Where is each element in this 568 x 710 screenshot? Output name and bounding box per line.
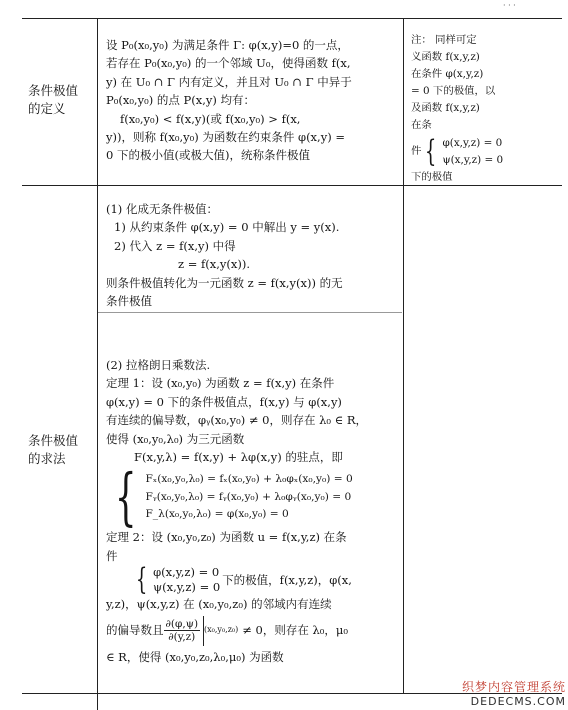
note-line: = 0 下的极值，以 [411, 85, 496, 98]
theorem2-equations [153, 565, 220, 595]
stationary-eq: Fᵧ(x₀,y₀,λ₀) = fᵧ(x₀,y₀) + λ₀φᵧ(x₀,y₀) = 0 [145, 490, 352, 503]
method1-line: 则条件极值转化为一元函数 z = f(x,y(x)) 的无 [106, 275, 343, 290]
theorem1-line: 使得 (x₀,y₀,λ₀) 为三元函数 [106, 431, 245, 446]
note-system-prefix: 件 [411, 145, 422, 158]
stationary-eq: Fₓ(x₀,y₀,λ₀) = fₓ(x₀,y₀) + λ₀φₓ(x₀,y₀) = 0 [145, 473, 353, 486]
method1-line: 条件极值 [106, 294, 152, 309]
column-divider-right [403, 18, 404, 693]
definition-line: y) 在 U₀ ∩ Γ 内有定义，并且对 U₀ ∩ Γ 中异于 [106, 74, 352, 89]
theorem2-line: y,z)，ψ(x,y,z) 在 (x₀,y₀,z₀) 的邻域内有连续 [106, 597, 332, 612]
theorem1-line: 有连续的偏导数，φᵧ(x₀,y₀) ≠ 0，则存在 λ₀ ∈ R， [106, 413, 368, 428]
note-line: 在条 [411, 119, 432, 132]
jacobian-denominator: ∂(y,z) [168, 631, 196, 644]
method1-formula: z = f(x,y(x)). [178, 257, 250, 272]
note-line: 在条件 φ(x,y,z) [411, 68, 484, 81]
row-label-method [28, 432, 90, 468]
stationary-eq: F_λ(x₀,y₀,λ₀) = φ(x₀,y₀) = 0 [145, 508, 289, 521]
note-system-eq: φ(x,y,z) = 0 [442, 136, 503, 149]
note-tail: 下的极值 [411, 170, 453, 183]
left-brace-icon: { [135, 562, 148, 598]
column-divider-left [97, 18, 98, 710]
method1-step: 2) 代入 z = f(x,y) 中得 [114, 238, 236, 253]
note-line: 及函数 f(x,y,z) [411, 102, 480, 115]
method1-heading: (1) 化成无条件极值： [106, 202, 218, 216]
row-label-definition [28, 82, 90, 118]
watermark [462, 678, 566, 708]
theorem2-eq: ψ(x,y,z) = 0 [153, 580, 221, 595]
theorem2-line: 件 [106, 548, 118, 563]
definition-line: 若存在 P₀(x₀,y₀) 的一个邻域 U₀，使得函数 f(x, [106, 56, 351, 71]
note-system-equations [442, 135, 503, 169]
jacobian-numerator: ∂(φ,ψ) [165, 618, 199, 631]
row-label-method-text: 条件极值的求法 [28, 433, 79, 466]
stationary-equations [145, 471, 352, 524]
left-brace-icon: { [425, 133, 437, 169]
left-brace-icon: { [114, 460, 137, 534]
lagrange-function: F(x,y,λ) = f(x,y) + λφ(x,y) 的驻点，即 [134, 450, 343, 465]
note-system [411, 135, 559, 169]
header-fragment: · · · [503, 1, 516, 10]
method2-content [106, 356, 400, 666]
theorem2-line: 定理 2：设 (x₀,y₀,z₀) 为函数 u = f(x,y,z) 在条 [106, 530, 347, 545]
method1-step: 1) 从约束条件 φ(x,y) = 0 中解出 y = y(x). [114, 220, 340, 235]
theorem1-line: 定理 1：设 (x₀,y₀) 为函数 z = f(x,y) 在条件 [106, 376, 335, 391]
watermark-line1: 织梦内容管理系统 [461, 680, 566, 694]
theorem2-system [106, 562, 400, 598]
jacobian-eval-point: (x₀,y₀,z₀) [204, 625, 239, 635]
definition-line: 0 下的极小值(或极大值)，统称条件极值 [106, 148, 310, 163]
table-top-border [22, 18, 562, 19]
jacobian-line [106, 616, 400, 646]
method1-content [106, 200, 398, 310]
definition-note [411, 32, 559, 186]
definition-line: 设 P₀(x₀,y₀) 为满足条件 Γ: φ(x,y)=0 的一点， [106, 38, 349, 52]
definition-line: y))，则称 f(x₀,y₀) 为函数在约束条件 φ(x,y) = [106, 130, 345, 145]
jacobian-fraction [164, 618, 201, 643]
definition-inequality: f(x₀,y₀) < f(x,y)(或 f(x₀,y₀) > f(x, [120, 111, 301, 126]
theorem2-last-line: ∈ R，使得 (x₀,y₀,z₀,λ₀,μ₀) 为函数 [106, 649, 284, 664]
theorem1-line: φ(x,y) = 0 下的条件极值点，f(x,y) 与 φ(x,y) [106, 394, 342, 409]
method2-heading: (2) 拉格朗日乘数法. [106, 358, 211, 372]
theorem2-eq: φ(x,y,z) = 0 [153, 565, 220, 580]
theorem2-system-tail: 下的极值，f(x,y,z)，φ(x, [222, 573, 352, 588]
note-line: 注： 同样可定 [411, 34, 477, 46]
watermark-line2: DEDECMS.COM [470, 695, 566, 708]
stationary-system [106, 460, 400, 534]
row-divider-2 [98, 312, 402, 313]
row-label-definition-text: 条件极值的定义 [28, 83, 79, 116]
definition-content [106, 36, 398, 165]
note-system-eq: ψ(x,y,z) = 0 [442, 153, 504, 166]
jacobian-tail: ≠ 0，则存在 λ₀，μ₀ [242, 623, 348, 638]
note-line: 义函数 f(x,y,z) [411, 51, 480, 64]
jacobian-prefix: 的偏导数且 [106, 623, 164, 638]
definition-line: P₀(x₀,y₀) 的点 P(x,y) 均有： [106, 93, 255, 108]
